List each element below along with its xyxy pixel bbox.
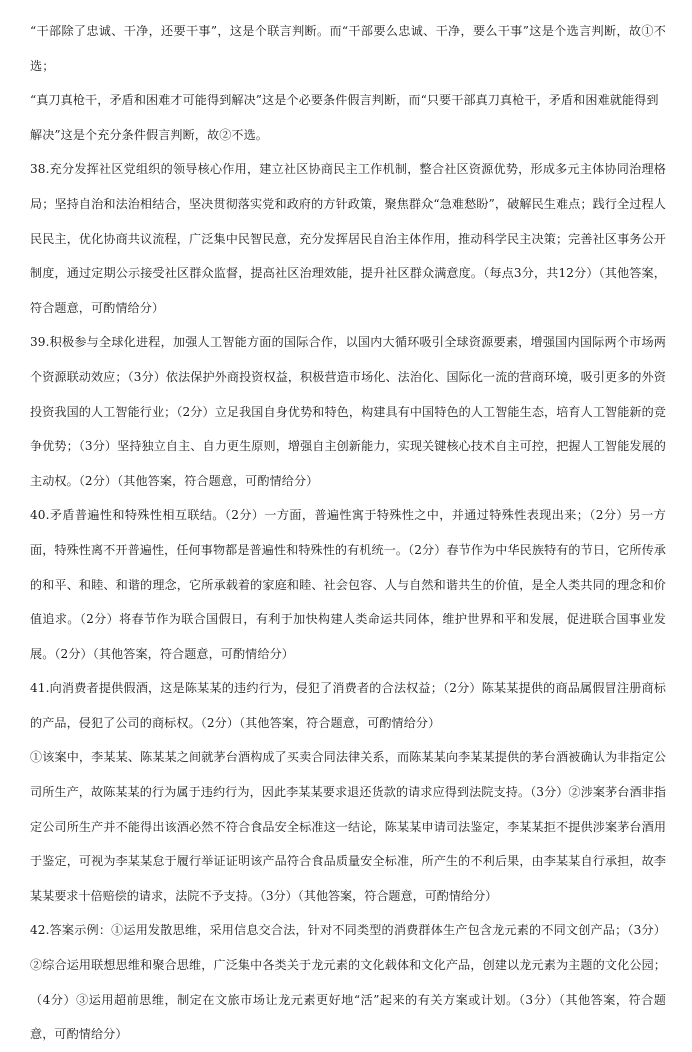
answer-38 (30, 152, 666, 325)
answer-42 (30, 913, 666, 1051)
answer-text: 向消费者提供假酒，这是陈某某的违约行为，侵犯了消费者的合法权益；（2分）陈某某提供的商品属假冒注册商标的产品，侵犯了公司的商标权。（2分）（其他答案，符合题意，可酌情给分） (30, 681, 666, 730)
answer-39 (30, 325, 666, 498)
question-number: 40. (30, 508, 50, 523)
answer-41 (30, 671, 666, 913)
intro-line-3: 解决”这是个充分条件假言判断，故②不选。 (30, 127, 268, 142)
intro-block (30, 14, 666, 152)
question-number: 41. (30, 681, 50, 696)
answer-text: 矛盾普遍性和特殊性相互联结。（2分）一方面，普遍性寓于特殊性之中，并通过特殊性表现出来；（2分）另一方面，特殊性离不开普遍性，任何事物都是普遍性和特殊性的有机统一。（2分）春节作为中华民族特有的节日，它所传承的和平、和睦、和谐的理念，它所承载着的家庭和睦、社会包容、人与自然和谐共生的价值，是全人类共同的理念和价值追求。（2分）将春节作为联合国假日，有利于加快构建人类命运共同体，维护世界和平和发展，促进联合国事业发展。（2分）（其他答案，符合题意，可酌情给分） (30, 508, 666, 661)
answer-text: 积极参与全球化进程，加强人工智能方面的国际合作，以国内大循环吸引全球资源要素，增强国内国际两个市场两个资源联动效应；（3分）依法保护外商投资权益，积极营造市场化、法治化、国际化一流的营商环境，吸引更多的外资投资我国的人工智能行业；（2分）立足我国自身优势和特色，构建具有中国特色的人工智能生态，培育人工智能新的竞争优势；（3分）坚持独立自主、自力更生原则，增强自主创新能力，实现关键核心技术自主可控，把握人工智能发展的主动权。（2分）（其他答案，符合题意，可酌情给分） (30, 335, 666, 488)
answer-text: 充分发挥社区党组织的领导核心作用，建立社区协商民主工作机制，整合社区资源优势，形成多元主体协同治理格局；坚持自治和法治相结合，坚决贯彻落实党和政府的方针政策，聚焦群众“急难愁盼”，破解民生难点；践行全过程人民民主，优化协商共议流程，广泛集中民智民意，充分发挥居民自治主体作用，推动科学民主决策；完善社区事务公开制度，通过定期公示接受社区群众监督，提高社区治理效能，提升社区群众满意度。（每点3分，共12分）（其他答案，符合题意，可酌情给分） (30, 162, 666, 315)
answer-41-detail: ①该案中，李某某、陈某某之间就茅台酒构成了买卖合同法律关系，而陈某某向李某某提供的茅台酒被确认为非指定公司所生产，故陈某某的行为属于违约行为，因此李某某要求退还货款的请求应得到法院支持。（3分）②涉案茅台酒非指定公司所生产并不能得出该酒必然不符合食品安全标准这一结论，陈某某申请司法鉴定，李某某拒不提供涉案茅台酒用于鉴定，可视为李某某怠于履行举证证明该产品符合食品质量安全标准，所产生的不利后果，由李某某自行承担，故李某某要求十倍赔偿的请求，法院不予支持。（3分）（其他答案，符合题意，可酌情给分） (30, 750, 666, 903)
answer-text: 答案示例：①运用发散思维，采用信息交合法，针对不同类型的消费群体生产包含龙元素的不同文创产品；（3分）②综合运用联想思维和聚合思维，广泛集中各类关于龙元素的文化载体和文化产品，创建以龙元素为主题的文化公园；（4分）③运用超前思维，制定在文旅市场让龙元素更好地“活”起来的有关方案或计划。（3分）（其他答案，符合题意，可酌情给分） (30, 923, 666, 1042)
intro-line-2: “真刀真枪干，矛盾和困难才可能得到解决”这是个必要条件假言判断，而“只要干部真刀真枪干，矛盾和困难就能得到 (30, 93, 659, 108)
question-number: 39. (30, 335, 50, 350)
answer-40 (30, 498, 666, 671)
question-number: 38. (30, 162, 50, 177)
intro-line-1: “干部除了忠诚、干净，还要干事”，这是个联言判断。而“干部要么忠诚、干净，要么干事”这是个选言判断，故①不选； (30, 24, 666, 73)
question-number: 42. (30, 923, 50, 938)
